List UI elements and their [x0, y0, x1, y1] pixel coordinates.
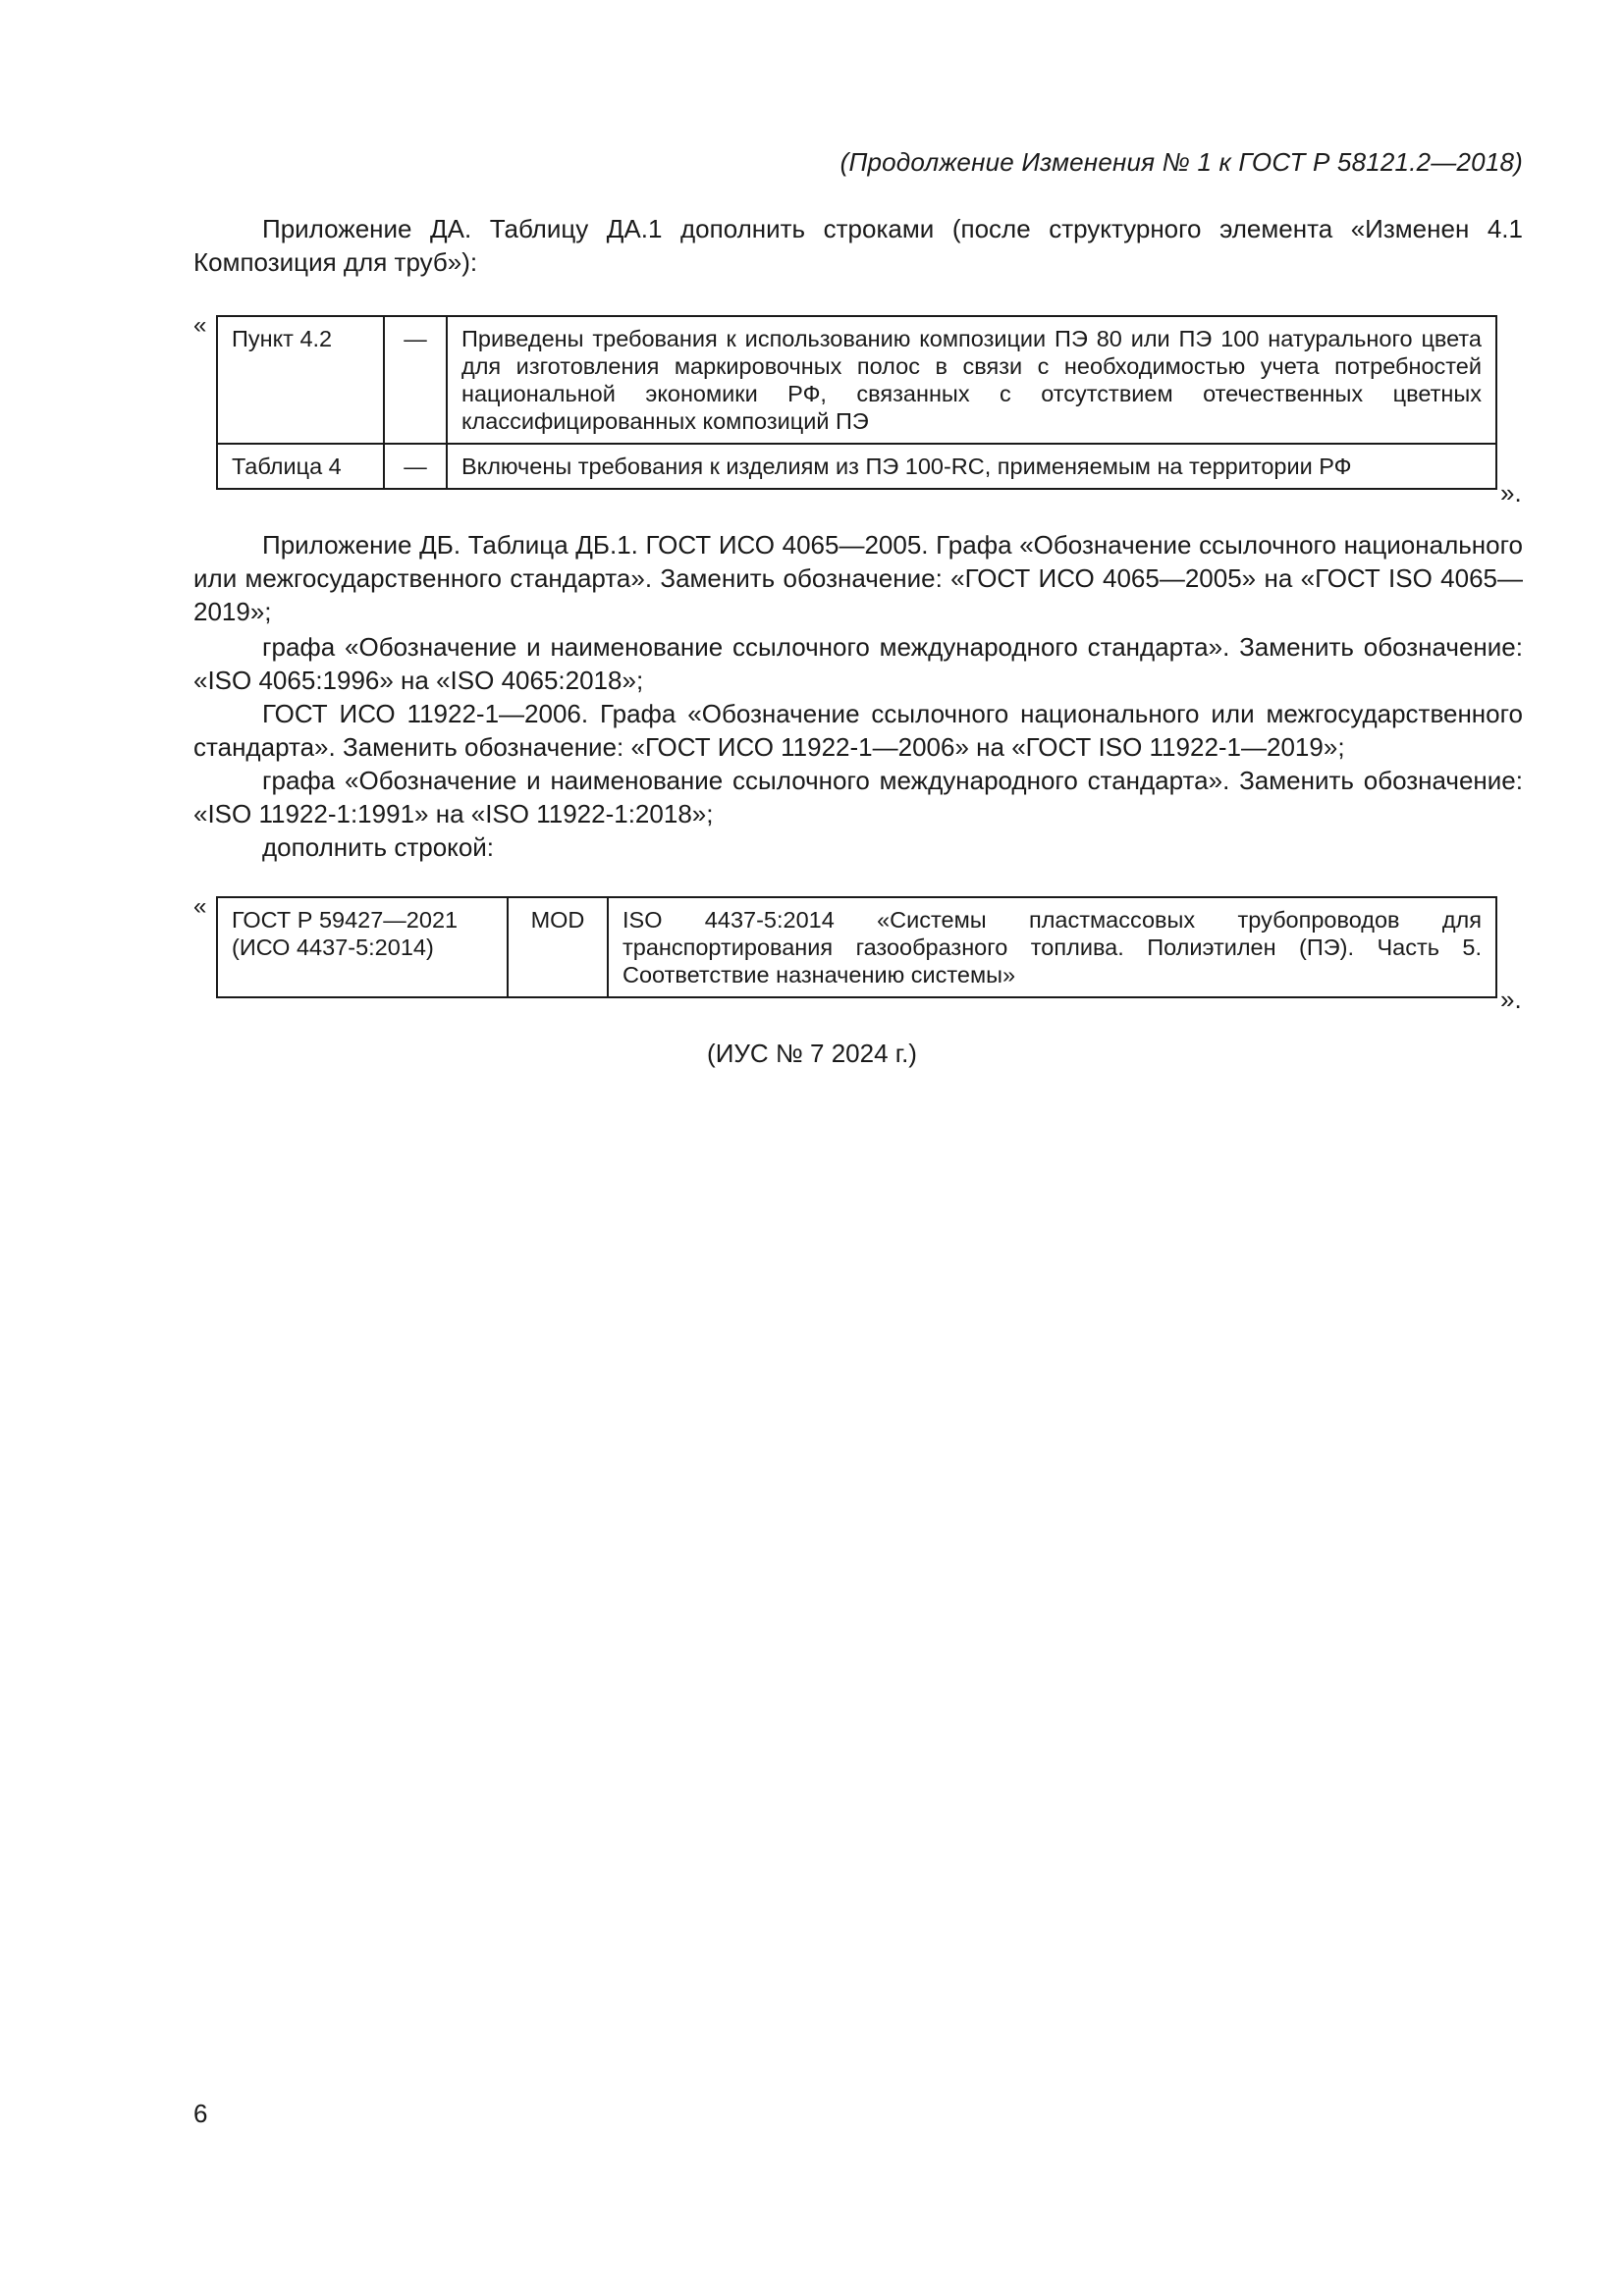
paragraph-text: ГОСТ ИСО 11922-1—2006. Графа «Обозначение ссылочного национального или межгосударственного стандарта». Заменить обозначение: «ГОСТ ИСО 11922-1—2006» на «ГОСТ ISO 11922-1—2019»; [193, 699, 1523, 762]
table-row [217, 444, 1496, 489]
intro-text: Приложение ДА. Таблицу ДА.1 дополнить строками (после структурного элемента «Изменен 4.1 Композиция для труб»): [193, 214, 1523, 277]
paragraph-add-row [193, 830, 1523, 864]
intro-paragraph [193, 212, 1523, 279]
paragraph-text: графа «Обозначение и наименование ссылочного международного стандарта». Заменить обозначение: «ISO 4065:1996» на «ISO 4065:2018»; [193, 632, 1523, 695]
table-cell-clause: Таблица 4 [217, 444, 384, 489]
amendment-table-db1 [216, 896, 1497, 998]
standard-designation: ГОСТ Р 59427—2021 [232, 907, 459, 933]
paragraph-graph-11922 [193, 764, 1523, 830]
paragraph-text: Приложение ДБ. Таблица ДБ.1. ГОСТ ИСО 4065—2005. Графа «Обозначение ссылочного национального или межгосударственного стандарта». Заменить обозначение: «ГОСТ ИСО 4065—2005» на «ГОСТ ISO 4065—2019»; [193, 530, 1523, 626]
table1-open-quote: « [193, 312, 207, 339]
table-row [217, 897, 1496, 997]
table-cell-degree: MOD [508, 897, 608, 997]
table-cell-standard [217, 897, 508, 997]
table-row [217, 316, 1496, 444]
table-cell-dash: — [384, 316, 447, 444]
paragraph-text: дополнить строкой: [262, 832, 495, 862]
table-cell-international-standard: ISO 4437-5:2014 «Системы пластмассовых трубопроводов для транспортирования газообразного топлива. Полиэтилен (ПЭ). Часть 5. Соответствие назначению системы» [608, 897, 1496, 997]
continuation-header: (Продолжение Изменения № 1 к ГОСТ Р 58121.2—2018) [839, 147, 1523, 177]
amendment-table-da1 [216, 315, 1497, 490]
table1-close-quote: ». [1500, 478, 1522, 507]
table-cell-description: Приведены требования к использованию композиции ПЭ 80 или ПЭ 100 натурального цвета для изготовления маркировочных полос в связи с необходимостью учета потребностей национальной экономики РФ, связанных с отсутствием отечественных цветных классифицированных композиций ПЭ [447, 316, 1496, 444]
paragraph-text: графа «Обозначение и наименование ссылочного международного стандарта». Заменить обозначение: «ISO 11922-1:1991» на «ISO 11922-1:2018»; [193, 766, 1523, 828]
standard-iso-equivalent: (ИСО 4437-5:2014) [232, 934, 434, 960]
paragraph-db1-4065 [193, 528, 1523, 628]
paragraph-graph-4065 [193, 630, 1523, 697]
ius-reference: (ИУС № 7 2024 г.) [707, 1039, 917, 1068]
page-number: 6 [193, 2099, 208, 2128]
table-cell-dash: — [384, 444, 447, 489]
table-cell-description: Включены требования к изделиям из ПЭ 100-RC, применяемым на территории РФ [447, 444, 1496, 489]
table-cell-clause: Пункт 4.2 [217, 316, 384, 444]
paragraph-11922 [193, 697, 1523, 764]
table2-open-quote: « [193, 893, 207, 920]
table2-close-quote: ». [1500, 985, 1522, 1014]
